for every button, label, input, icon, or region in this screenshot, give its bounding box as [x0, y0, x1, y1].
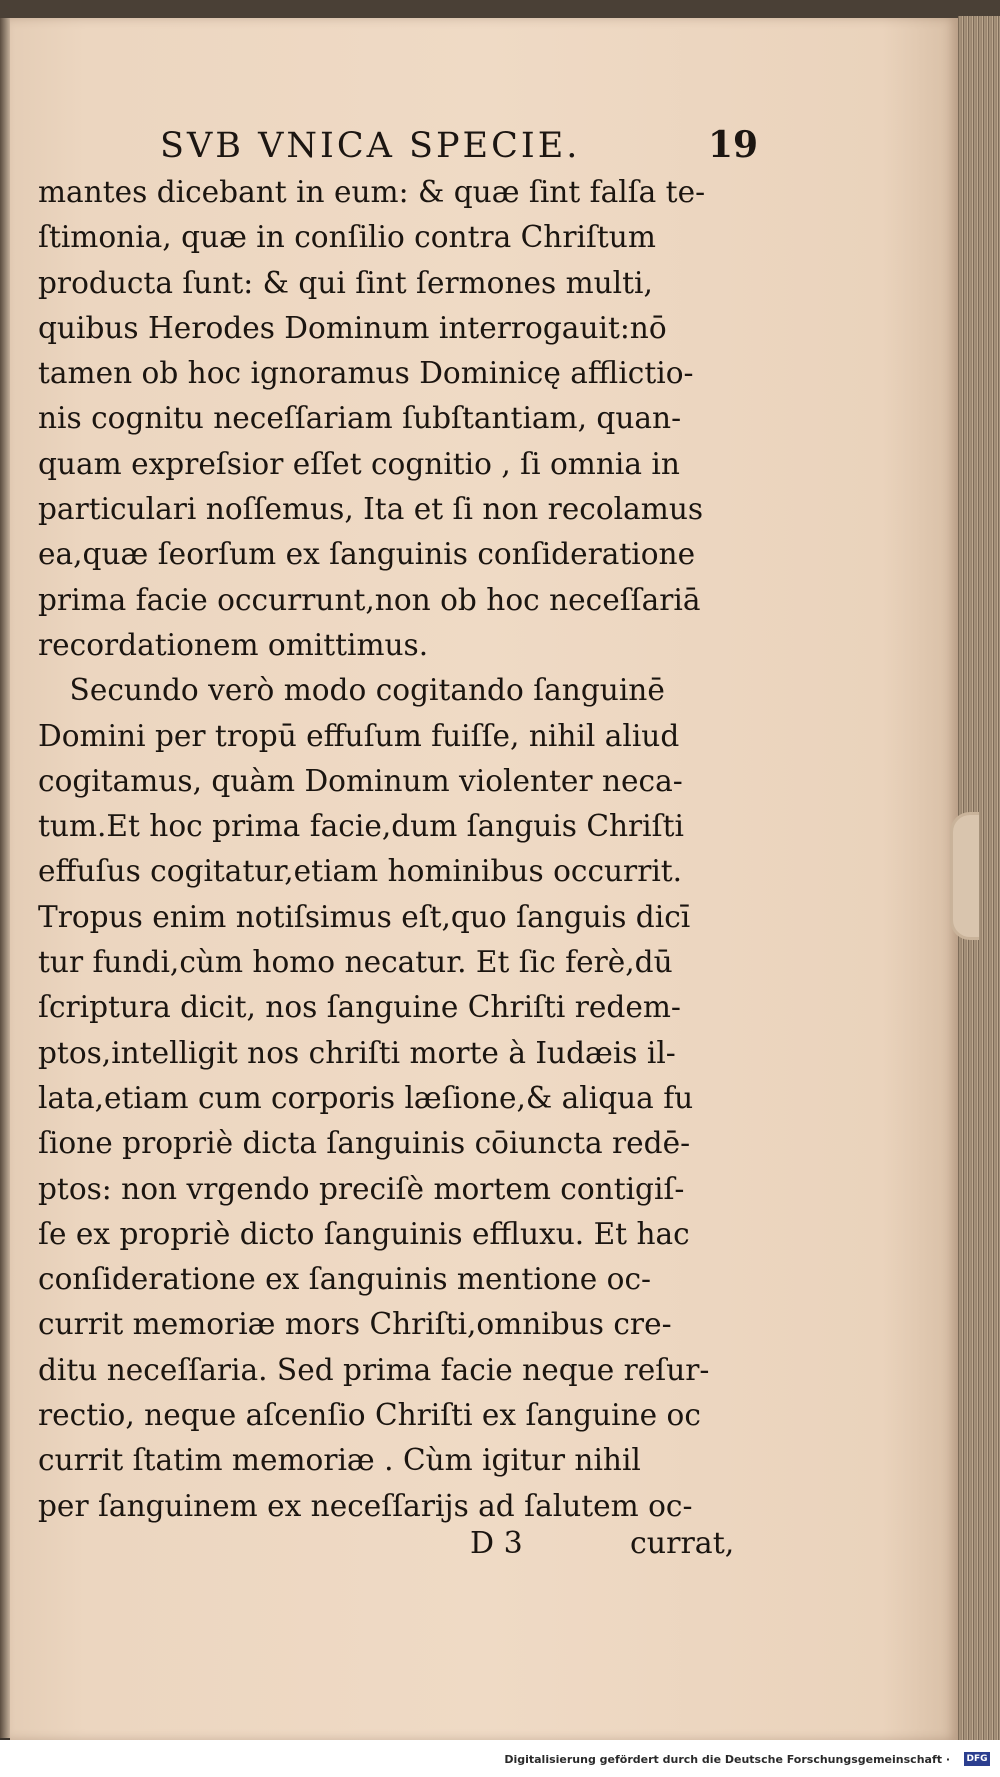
text-line: quam expreſsior eſſet cognitio , ſi omnia in: [38, 446, 680, 482]
text-line: recordationem omittimus.: [38, 627, 429, 663]
text-line: nis cognitu neceſſariam ſubſtantiam, quan-: [38, 401, 682, 437]
funding-credit: Digitalisierung gefördert durch die Deutsche Forschungsgemeinschaft ·: [504, 1753, 950, 1766]
text-line: rectio, neque aſcenſio Chriſti ex ſanguine oc: [38, 1398, 701, 1434]
dfg-logo: DFG: [964, 1752, 990, 1766]
page-foot: [470, 1526, 770, 1570]
text-line: currit ſtatim memoriæ . Cùm igitur nihil: [38, 1443, 641, 1479]
text-line: producta ſunt: & qui ſint ſermones multi,: [38, 265, 653, 301]
text-line: particulari noſſemus, Ita et ſi non recolamus: [38, 492, 704, 528]
text-line: ptos,intelligit nos chriſti morte à Iudæis il-: [38, 1035, 676, 1071]
text-line: ptos: non vrgendo preciſè mortem contigiſ-: [38, 1171, 685, 1207]
text-line: tur fundi,cùm homo necatur. Et ſic ferè,dū: [38, 945, 673, 981]
text-line: ſe ex propriè dicto ſanguinis effluxu. Et hac: [38, 1216, 690, 1252]
text-line: lata,etiam cum corporis læſione,& aliqua fu: [38, 1080, 694, 1116]
text-line: currit memoriæ mors Chriſti,omnibus cre-: [38, 1307, 672, 1343]
text-line: ea,quæ ſeorſum ex ſanguinis conſideratione: [38, 537, 696, 573]
scan-top-border: [0, 0, 1000, 18]
text-line: ſione propriè dicta ſanguinis cōiuncta redē-: [38, 1126, 691, 1162]
text-line: ſtimonia, quæ in conſilio contra Chriſtum: [38, 220, 656, 256]
book-page: [10, 18, 958, 1740]
page-clip: [950, 812, 979, 940]
running-head: SVB VNICA SPECIE.: [160, 126, 581, 166]
text-line: ditu neceſſaria. Sed prima facie neque reſur-: [38, 1352, 710, 1388]
text-line: per ſanguinem ex neceſſarijs ad ſalutem oc-: [38, 1488, 693, 1524]
text-line: conſideratione ex ſanguinis mentione oc-: [38, 1262, 652, 1298]
page-header: [160, 126, 760, 172]
text-line: Domini per tropū effuſum fuiſſe, nihil aliud: [38, 718, 680, 754]
catchword: currat,: [630, 1526, 735, 1561]
page-number: 19: [708, 124, 759, 166]
text-line: tamen ob hoc ignoramus Dominicę afflictio-: [38, 356, 694, 392]
text-line: prima facie occurrunt,non ob hoc neceſſariā: [38, 582, 701, 618]
text-line: quibus Herodes Dominum interrogauit:nō: [38, 310, 667, 346]
body-text: [38, 170, 748, 1529]
text-line: effuſus cogitatur,etiam hominibus occurrit.: [38, 854, 683, 890]
text-line: tum.Et hoc prima facie,dum ſanguis Chriſti: [38, 809, 684, 845]
text-line: ſcriptura dicit, nos ſanguine Chriſti redem-: [38, 990, 681, 1026]
text-line: mantes dicebant in eum: & quæ ſint falſa te-: [38, 175, 706, 210]
text-line: cogitamus, quàm Dominum violenter neca-: [38, 763, 683, 799]
text-line: Secundo verò modo cogitando ſanguinē: [69, 673, 665, 709]
signature-mark: D 3: [470, 1526, 523, 1561]
text-line: Tropus enim notiſsimus eſt,quo ſanguis dicī: [38, 899, 691, 935]
